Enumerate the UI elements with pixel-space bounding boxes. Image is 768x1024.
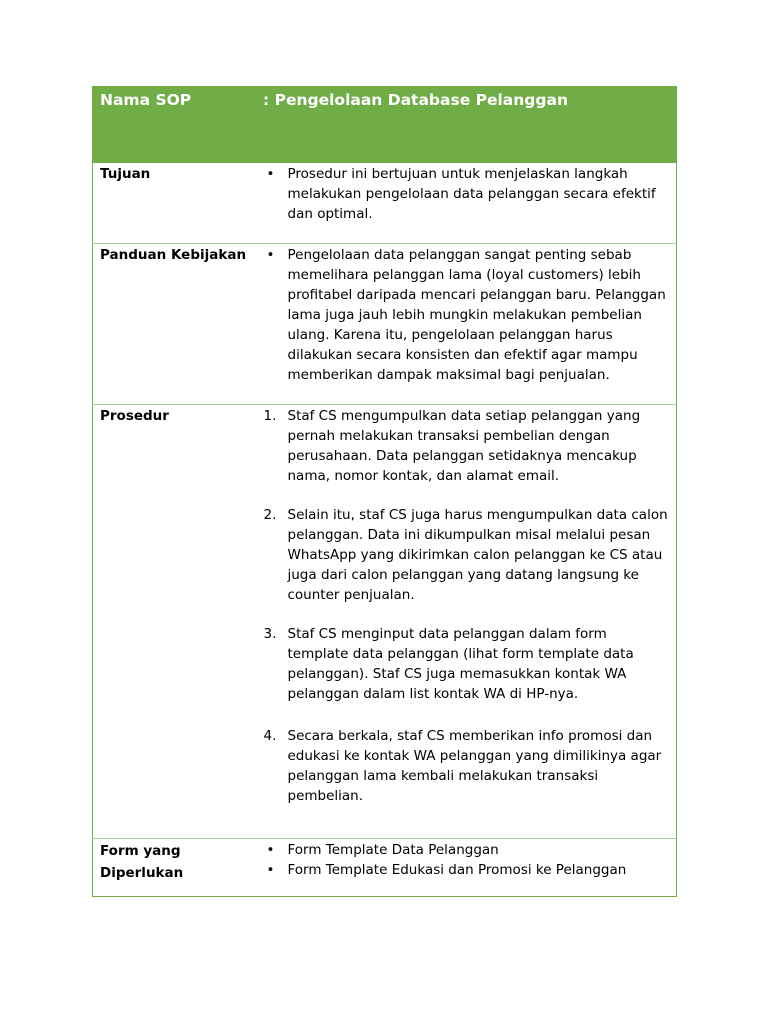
step-number: 1. [263, 408, 277, 424]
sop-header-row [93, 87, 677, 163]
sop-name-value: : Pengelolaan Database Pelanggan [263, 91, 568, 109]
sop-name-label-cell [93, 87, 258, 163]
panduan-bullet-item: • Pengelolaan data pelanggan sangat penting sebab memelihara pelanggan lama (loyal customers) lebih profitabel daripada mencari pelanggan baru. Pelanggan lama juga jauh lebih mungkin melakukan pembelian ulang. Karena itu, pengelolaan pelanggan harus dilakukan secara konsisten dan efektif agar mampu memberikan dampak maksimal bagi penjualan. [258, 245, 677, 385]
tujuan-bullet-list [258, 163, 677, 243]
prosedur-steps-list [258, 405, 677, 838]
prosedur-label-cell [93, 405, 258, 839]
panduan-label: Panduan Kebijakan [100, 247, 247, 263]
form-label-line1: Form yang [100, 843, 181, 859]
form-bullet-item: • Form Template Edukasi dan Promosi ke Pelanggan [258, 860, 677, 880]
form-diperlukan-row [93, 839, 677, 897]
tujuan-label: Tujuan [100, 166, 151, 182]
prosedur-step [258, 726, 677, 806]
panduan-content-cell [258, 244, 677, 405]
form-label [93, 839, 258, 884]
step-text: Secara berkala, staf CS memberikan info promosi dan edukasi ke kontak WA pelanggan yang dimilikinya agar pelanggan lama kembali melakukan transaksi pembelian. [287, 728, 662, 804]
tujuan-content-cell [258, 163, 677, 244]
prosedur-label: Prosedur [100, 408, 169, 424]
step-text: Staf CS menginput data pelanggan dalam form template data pelanggan (lihat form template data pelanggan). Staf CS juga memasukkan kontak WA pelanggan dalam list kontak WA di HP-nya. [287, 626, 634, 702]
prosedur-content-cell [258, 405, 677, 839]
panduan-bullet-list [258, 244, 677, 404]
step-number: 3. [263, 626, 277, 642]
step-number: 2. [263, 507, 277, 523]
step-number: 4. [263, 728, 277, 744]
prosedur-step [258, 624, 677, 704]
step-text: Staf CS mengumpulkan data setiap pelanggan yang pernah melakukan transaksi pembelian dengan perusahaan. Data pelanggan setidaknya mencakup nama, nomor kontak, dan alamat email. [287, 408, 641, 484]
tujuan-row [93, 163, 677, 244]
form-label-line2: Diperlukan [100, 865, 184, 881]
panduan-label-cell [93, 244, 258, 405]
tujuan-label-cell [93, 163, 258, 244]
prosedur-step [258, 505, 677, 605]
prosedur-step [258, 406, 677, 486]
panduan-kebijakan-row [93, 244, 677, 405]
prosedur-row [93, 405, 677, 839]
form-label-cell [93, 839, 258, 897]
form-bullet-list [258, 839, 677, 896]
form-content-cell [258, 839, 677, 897]
tujuan-bullet-item: • Prosedur ini bertujuan untuk menjelaskan langkah melakukan pengelolaan data pelanggan secara efektif dan optimal. [258, 164, 677, 224]
sop-table [92, 86, 677, 897]
step-text: Selain itu, staf CS juga harus mengumpulkan data calon pelanggan. Data ini dikumpulkan misal melalui pesan WhatsApp yang dikirimkan calon pelanggan ke CS atau juga dari calon pelanggan yang datang langsung ke counter penjualan. [287, 507, 668, 603]
form-bullet-item: • Form Template Data Pelanggan [258, 840, 677, 860]
sop-name-label: Nama SOP [100, 91, 192, 109]
sop-name-value-cell [258, 87, 677, 163]
